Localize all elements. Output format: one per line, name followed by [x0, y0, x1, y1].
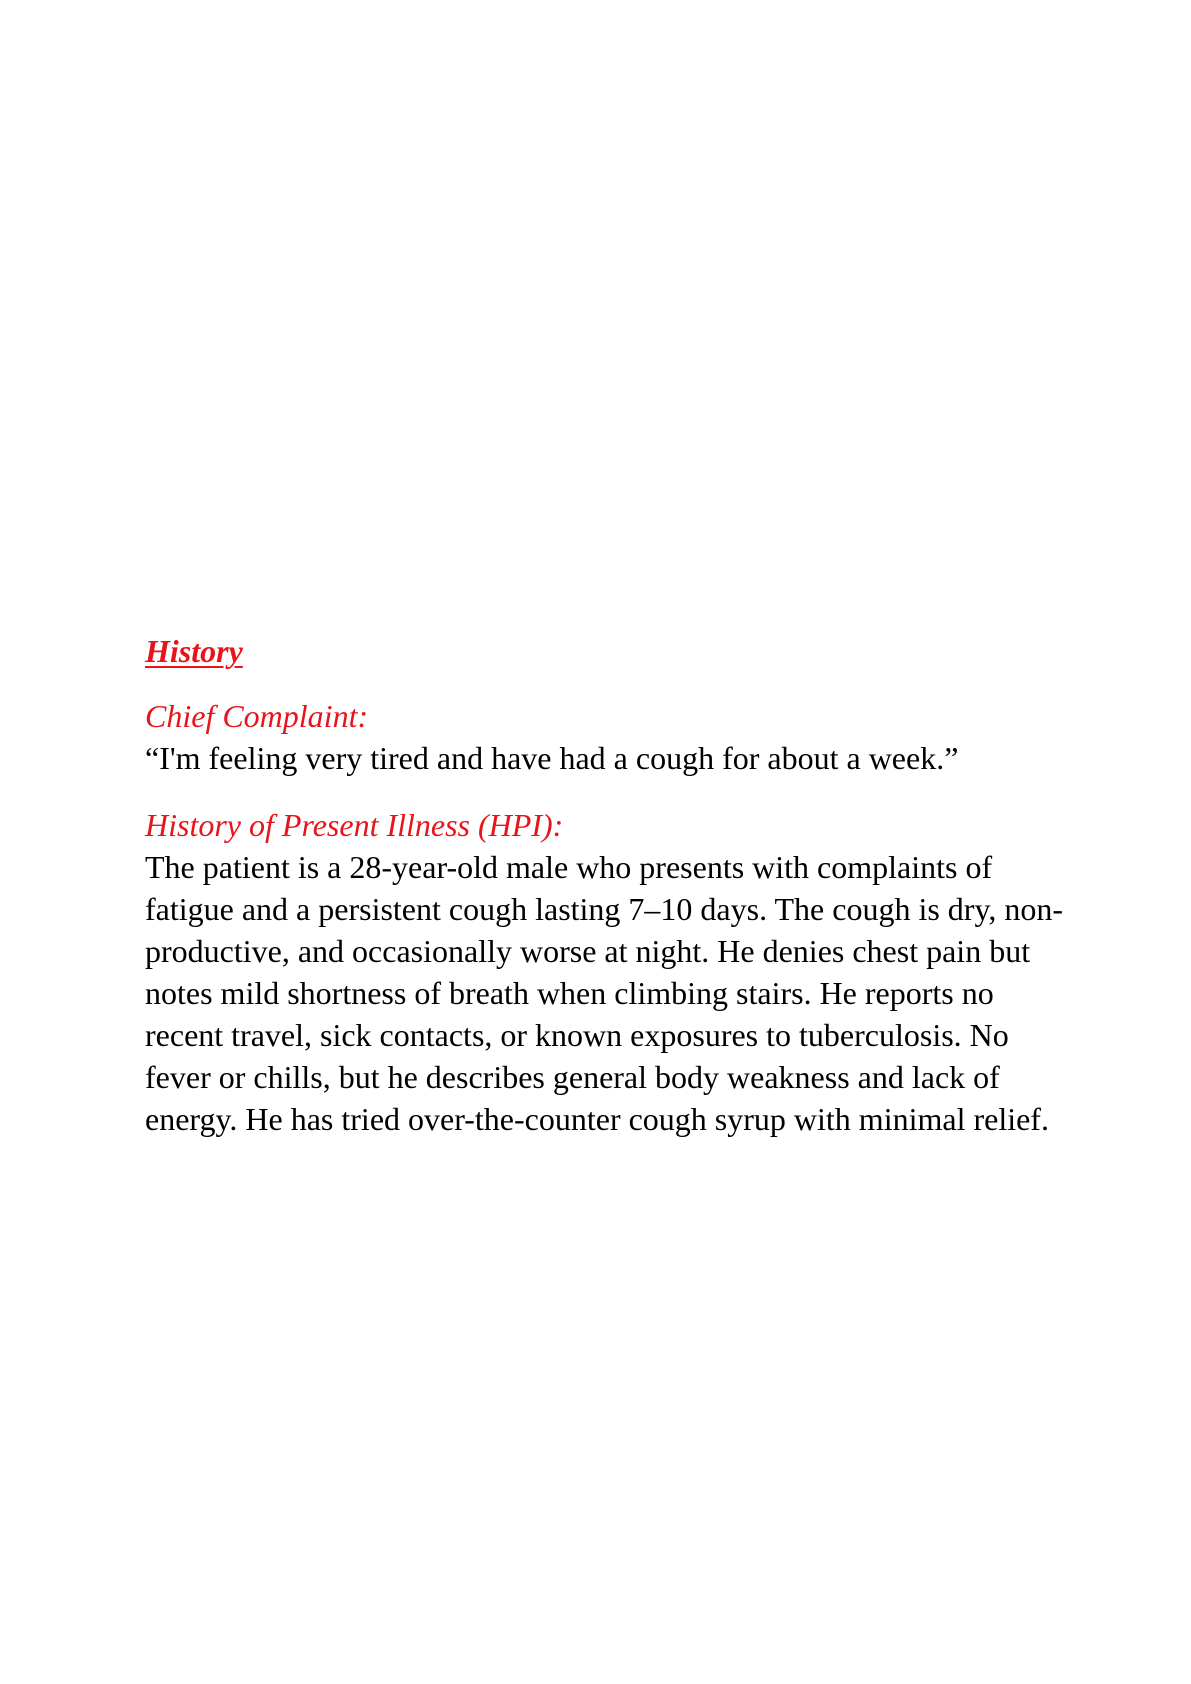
chief-complaint-heading: Chief Complaint:	[145, 698, 369, 734]
section-title-history: History	[145, 633, 243, 669]
chief-complaint-text: “I'm feeling very tired and have had a cough for about a week.”	[145, 740, 959, 776]
chief-complaint-block	[145, 695, 1075, 779]
hpi-text: The patient is a 28-year-old male who presents with complaints of fatigue and a persistent cough lasting 7–10 days. The cough is dry, non-productive, and occasionally worse at night. He denies chest pain but notes mild shortness of breath when climbing stairs. He reports no recent travel, sick contacts, or known exposures to tuberculosis. No fever or chills, but he describes general body weakness and lack of energy. He has tried over-the-counter cough syrup with minimal relief.	[145, 849, 1064, 1137]
spacer	[145, 672, 1075, 695]
history-section	[145, 630, 1075, 1140]
hpi-heading: History of Present Illness (HPI):	[145, 807, 564, 843]
hpi-block	[145, 804, 1075, 1140]
spacer	[145, 779, 1075, 804]
